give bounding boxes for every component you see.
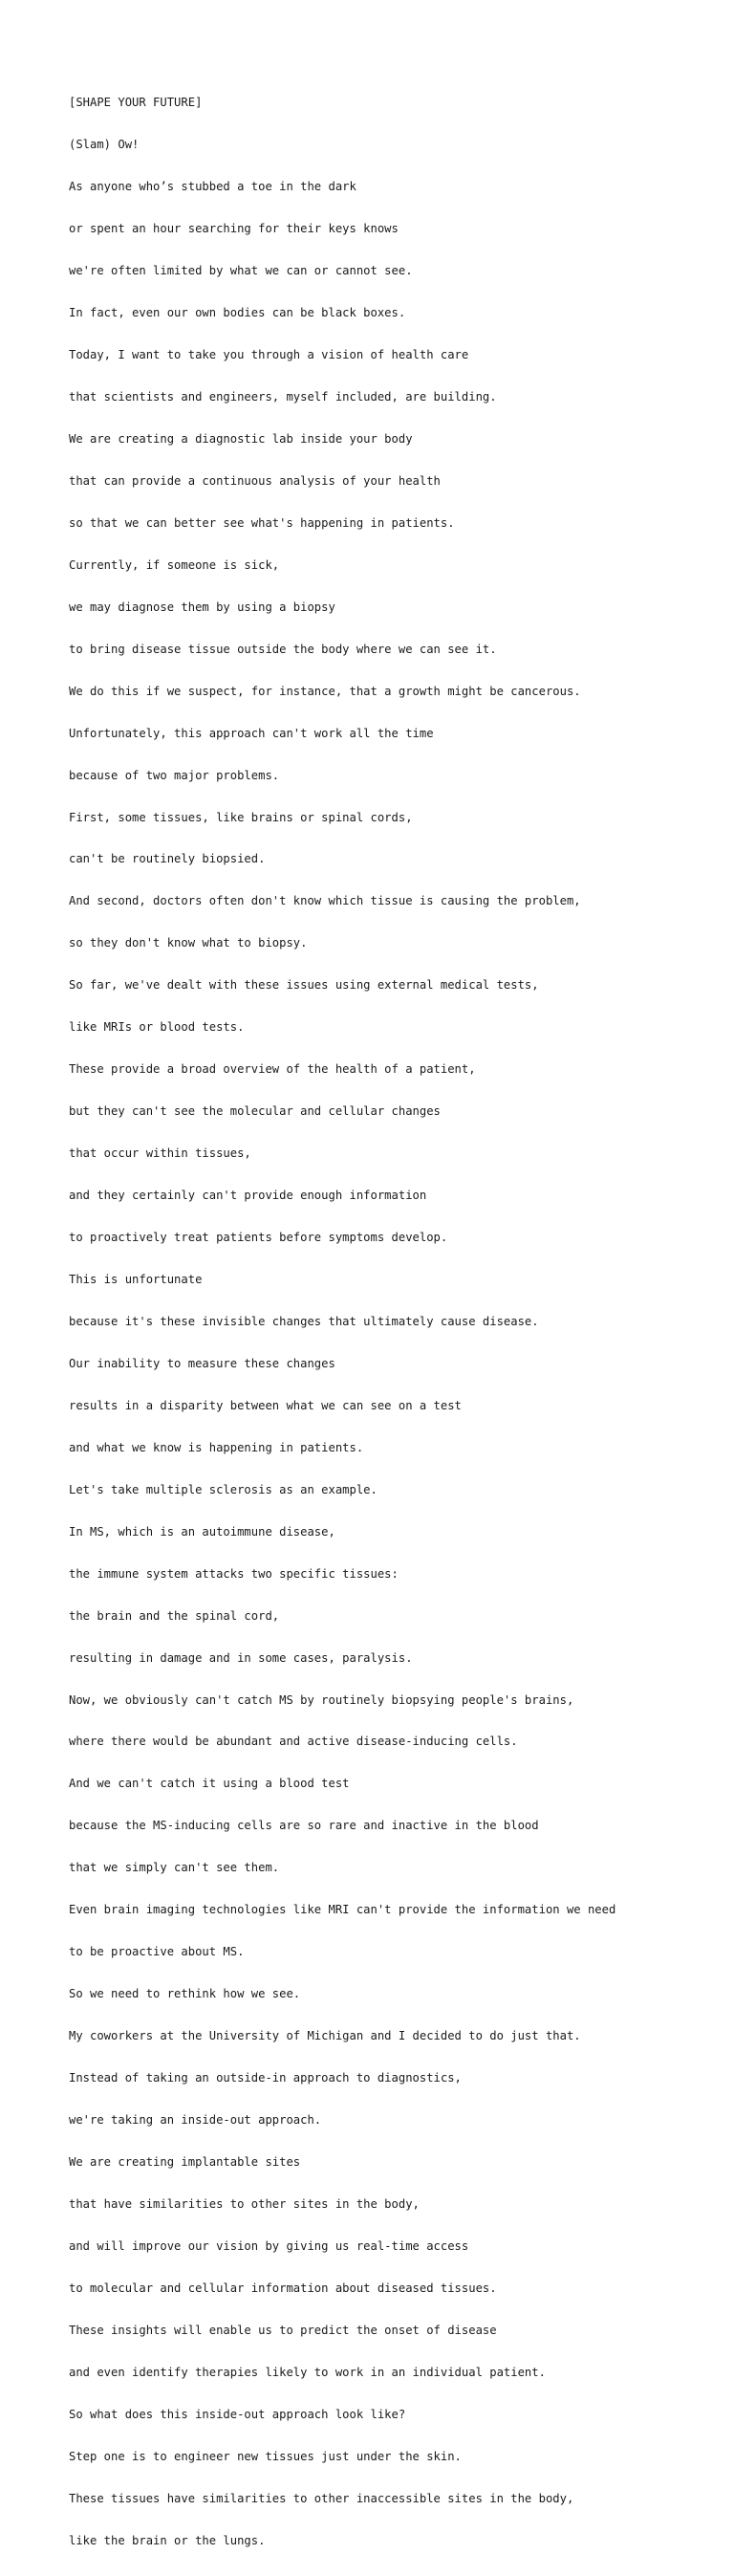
transcript-line: [SHAPE YOUR FUTURE] xyxy=(69,96,203,110)
transcript-line: so they don't know what to biopsy. xyxy=(69,936,308,950)
transcript-line: In fact, even our own bodies can be black boxes. xyxy=(69,306,406,320)
transcript-line: where there would be abundant and active disease-inducing cells. xyxy=(69,1735,518,1749)
transcript-line: So what does this inside-out approach look like? xyxy=(69,2407,406,2421)
transcript-text xyxy=(69,68,719,2576)
transcript-line: My coworkers at the University of Michigan and I decided to do just that. xyxy=(69,2029,581,2043)
transcript-line: that we simply can't see them. xyxy=(69,1861,280,1875)
transcript-line: We are creating a diagnostic lab inside your body xyxy=(69,431,413,446)
transcript-line: Step one is to engineer new tissues just under the skin. xyxy=(69,2449,462,2463)
transcript-line: that have similarities to other sites in the body, xyxy=(69,2196,420,2211)
transcript-line: Now, we obviously can't catch MS by routinely biopsying people's brains, xyxy=(69,1692,574,1707)
transcript-line: These tissues have similarities to other inaccessible sites in the body, xyxy=(69,2491,574,2505)
transcript-line: because of two major problems. xyxy=(69,768,280,782)
transcript-line: or spent an hour searching for their keys knows xyxy=(69,222,399,236)
transcript-line: to be proactive about MS. xyxy=(69,1945,245,1959)
transcript-line: And second, doctors often don't know which tissue is causing the problem, xyxy=(69,894,581,908)
transcript-line: Currently, if someone is sick, xyxy=(69,557,280,572)
transcript-line: because the MS-inducing cells are so rare and inactive in the blood xyxy=(69,1819,539,1833)
transcript-line: the brain and the spinal cord, xyxy=(69,1608,280,1623)
transcript-line: Today, I want to take you through a vision of health care xyxy=(69,348,469,362)
transcript-line: that occur within tissues, xyxy=(69,1146,251,1161)
transcript-line: Even brain imaging technologies like MRI can't provide the information we need xyxy=(69,1903,616,1917)
transcript-line: These insights will enable us to predict the onset of disease xyxy=(69,2323,497,2337)
transcript-line: Our inability to measure these changes xyxy=(69,1356,335,1370)
transcript-line: We are creating implantable sites xyxy=(69,2155,301,2170)
transcript-line: to bring disease tissue outside the body where we can see it. xyxy=(69,642,497,656)
transcript-line: First, some tissues, like brains or spinal cords, xyxy=(69,810,413,824)
transcript-line: we're often limited by what we can or cannot see. xyxy=(69,264,413,278)
transcript-line: we may diagnose them by using a biopsy xyxy=(69,600,335,614)
transcript-line: Unfortunately, this approach can't work all the time xyxy=(69,726,434,740)
transcript-line: the immune system attacks two specific tissues: xyxy=(69,1566,399,1581)
transcript-line: can't be routinely biopsied. xyxy=(69,852,266,866)
transcript-line: and even identify therapies likely to work in an individual patient. xyxy=(69,2365,546,2379)
transcript-line: This is unfortunate xyxy=(69,1273,203,1286)
transcript-line: and they certainly can't provide enough information xyxy=(69,1189,427,1203)
transcript-line: So we need to rethink how we see. xyxy=(69,1987,301,2001)
transcript-line: like the brain or the lungs. xyxy=(69,2533,266,2547)
transcript-line: We do this if we suspect, for instance, that a growth might be cancerous. xyxy=(69,684,581,698)
transcript-line: As anyone who’s stubbed a toe in the dark xyxy=(69,180,356,194)
transcript-line: Let's take multiple sclerosis as an example. xyxy=(69,1482,378,1496)
transcript-line: and will improve our vision by giving us real-time access xyxy=(69,2238,469,2253)
transcript-line: we're taking an inside-out approach. xyxy=(69,2113,322,2128)
transcript-line: that scientists and engineers, myself included, are building. xyxy=(69,389,497,404)
transcript-line: to molecular and cellular information about diseased tissues. xyxy=(69,2281,497,2295)
transcript-line: Instead of taking an outside-in approach to diagnostics, xyxy=(69,2071,462,2085)
transcript-line: because it's these invisible changes that ultimately cause disease. xyxy=(69,1314,539,1328)
transcript-line: In MS, which is an autoimmune disease, xyxy=(69,1524,335,1539)
transcript-line: to proactively treat patients before symptoms develop. xyxy=(69,1231,448,1245)
transcript-line: resulting in damage and in some cases, paralysis. xyxy=(69,1650,413,1665)
transcript-line: but they can't see the molecular and cellular changes xyxy=(69,1104,441,1119)
transcript-line: So far, we've dealt with these issues using external medical tests, xyxy=(69,978,539,993)
transcript-line: results in a disparity between what we can see on a test xyxy=(69,1398,462,1412)
transcript-line: like MRIs or blood tests. xyxy=(69,1020,245,1035)
transcript-line: and what we know is happening in patients. xyxy=(69,1440,364,1454)
transcript-line: (Slam) Ow! xyxy=(69,138,140,152)
transcript-line: so that we can better see what's happening in patients. xyxy=(69,515,455,530)
transcript-line: These provide a broad overview of the health of a patient, xyxy=(69,1062,476,1077)
transcript-line: And we can't catch it using a blood test xyxy=(69,1777,350,1791)
transcript-line: that can provide a continuous analysis of your health xyxy=(69,473,441,488)
